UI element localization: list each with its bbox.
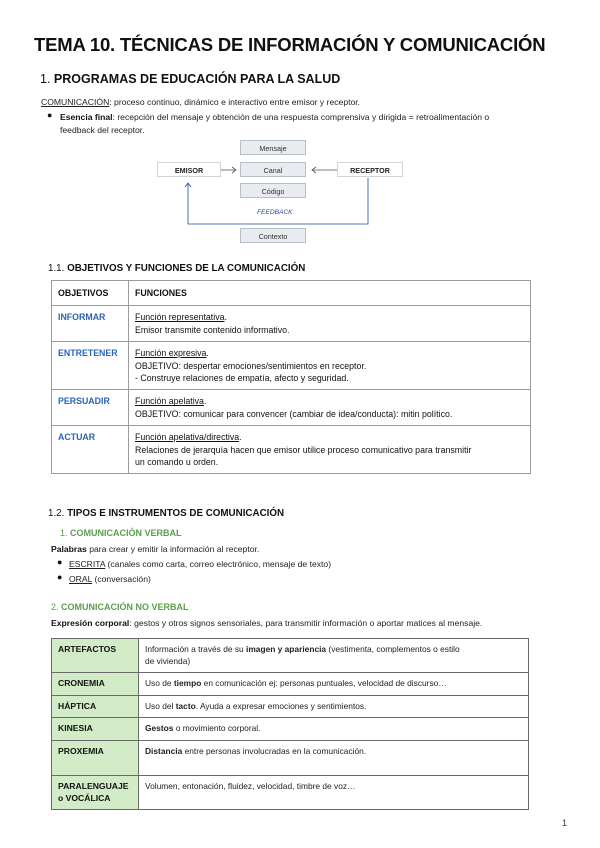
table-row xyxy=(52,718,529,741)
noverbal-label: COMUNICACIÓN NO VERBAL xyxy=(61,602,189,612)
verbal-number: 1. xyxy=(60,528,68,538)
row-description xyxy=(139,740,529,775)
diagram-arrows xyxy=(0,0,600,260)
palabras-term: Palabras xyxy=(51,544,87,554)
verbal-item-oral xyxy=(69,573,151,585)
escrita-term: ESCRITA xyxy=(69,559,106,569)
objetivos-funciones-table xyxy=(51,280,531,474)
header-objetivos: OBJETIVOS xyxy=(52,281,129,306)
section-1-1-label: OBJETIVOS Y FUNCIONES DE LA COMUNICACIÓN xyxy=(67,263,306,274)
desc-bold: tacto xyxy=(175,700,196,711)
table-row xyxy=(52,775,529,809)
row-description xyxy=(139,775,529,809)
objective-cell: INFORMAR xyxy=(52,306,129,342)
desc-bold: imagen y apariencia xyxy=(246,644,327,654)
contexto-box: Contexto xyxy=(240,228,306,243)
desc-text: en comunicación ej: personas puntuales, velocidad de discurso… xyxy=(201,678,447,689)
section-1-1-heading xyxy=(48,263,305,274)
bullet-icon: ● xyxy=(57,557,63,567)
emisor-box: EMISOR xyxy=(157,162,221,177)
table-row xyxy=(52,306,531,342)
desc-bold: Distancia xyxy=(145,745,183,756)
table-row xyxy=(52,426,531,474)
section-1-1-number: 1.1. xyxy=(48,263,65,274)
desc-text: entre personas involucradas en la comunicación. xyxy=(182,745,367,756)
row-description xyxy=(139,718,529,741)
expresion-term: Expresión corporal xyxy=(51,618,130,628)
section-1-label: PROGRAMAS DE EDUCACIÓN PARA LA SALUD xyxy=(53,72,341,86)
function-cell: Función representativa. Emisor transmite contenido informativo. xyxy=(129,306,531,342)
row-description xyxy=(139,639,529,673)
esencia-line-2: feedback del receptor. xyxy=(60,125,145,135)
esencia-term: Esencia final xyxy=(60,112,113,122)
page-number: 1 xyxy=(562,818,568,828)
row-key: PROXEMIA xyxy=(52,740,139,775)
canal-box: Canal xyxy=(240,162,306,177)
function-cell: Función apelativa/directiva. Relaciones de jerarquía hacen que emisor utilice proceso comunicativo para transmitir un comando u orden. xyxy=(129,426,531,474)
row-key: PARALENGUAJE o VOCÁLICA xyxy=(52,775,139,809)
table-row xyxy=(52,740,529,775)
table-row xyxy=(52,695,529,718)
feedback-label: FEEDBACK xyxy=(257,209,293,216)
noverbal-definition xyxy=(51,617,482,629)
row-key: HÁPTICA xyxy=(52,695,139,718)
section-1-2-heading xyxy=(48,508,284,519)
table-row xyxy=(52,639,529,673)
desc-line-2: de vivienda) xyxy=(145,655,191,666)
table-row xyxy=(52,390,531,426)
function-line: Emisor transmite contenido informativo. xyxy=(135,324,290,335)
desc-text: Uso del xyxy=(145,700,176,711)
function-name: Función apelativa xyxy=(135,396,204,407)
section-1-2-label: TIPOS E INSTRUMENTOS DE COMUNICACIÓN xyxy=(67,508,285,519)
noverbal-heading xyxy=(51,602,189,612)
receptor-box: RECEPTOR xyxy=(337,162,403,177)
row-key: ARTEFACTOS xyxy=(52,639,139,673)
desc-bold: tiempo xyxy=(173,678,202,689)
objective-cell: ENTRETENER xyxy=(52,342,129,390)
mensaje-box: Mensaje xyxy=(240,140,306,155)
row-key: KINESIA xyxy=(52,718,139,741)
function-cell: Función apelativa. OBJETIVO: comunicar para convencer (cambiar de idea/conducta): mitin político. xyxy=(129,390,531,426)
function-line: OBJETIVO: comunicar para convencer (cambiar de idea/conducta): mitin político. xyxy=(135,408,453,419)
comunicacion-term: COMUNICACIÓN xyxy=(41,97,110,107)
function-name: Función apelativa/directiva xyxy=(135,432,240,443)
oral-term: ORAL xyxy=(69,574,93,584)
section-1-number: 1. xyxy=(40,72,51,86)
page-title: TEMA 10. TÉCNICAS DE INFORMACIÓN Y COMUNICACIÓN xyxy=(34,34,546,55)
palabras-text: para crear y emitir la información al receptor. xyxy=(86,544,260,554)
oral-text: (conversación) xyxy=(92,574,151,584)
function-cell: Función expresiva. OBJETIVO: despertar emociones/sentimientos en receptor. - Construye relaciones de empatía, afecto y seguridad. xyxy=(129,342,531,390)
comunicacion-text: : proceso continuo, dinámico e interactivo entre emisor y receptor. xyxy=(109,97,361,107)
objective-cell: ACTUAR xyxy=(52,426,129,474)
header-funciones: FUNCIONES xyxy=(129,281,531,306)
table-row xyxy=(52,342,531,390)
section-1-2-number: 1.2. xyxy=(48,508,65,519)
row-key: CRONEMIA xyxy=(52,673,139,696)
verbal-heading xyxy=(60,528,182,538)
desc-text: Información a través de su xyxy=(145,644,247,654)
desc-text: Uso de xyxy=(145,678,174,689)
noverbal-table xyxy=(51,638,529,810)
expresion-text: : gestos y otros signos sensoriales, para transmitir información o aportar matices al mensaje. xyxy=(129,618,483,628)
function-name: Función expresiva xyxy=(135,348,207,359)
desc-text: o movimiento corporal. xyxy=(173,723,261,734)
verbal-label: COMUNICACIÓN VERBAL xyxy=(70,528,182,538)
table-header-row xyxy=(52,281,531,306)
table-row xyxy=(52,673,529,696)
noverbal-number: 2. xyxy=(51,602,59,612)
function-line: un comando u orden. xyxy=(135,457,219,468)
desc-text: (vestimenta, complementos o estilo xyxy=(326,644,460,654)
codigo-box: Código xyxy=(240,183,306,198)
verbal-item-escrita xyxy=(69,558,331,570)
row-description xyxy=(139,673,529,696)
function-line: OBJETIVO: despertar emociones/sentimientos en receptor. xyxy=(135,360,367,371)
desc-text: . Ayuda a expresar emociones y sentimientos. xyxy=(195,700,367,711)
function-line: Relaciones de jerarquía hacen que emisor utilice proceso comunicativo para transmitir xyxy=(135,444,472,455)
function-name: Función representativa xyxy=(135,312,225,323)
verbal-definition xyxy=(51,543,259,555)
function-line: - Construye relaciones de empatía, afecto y seguridad. xyxy=(135,373,349,384)
objective-cell: PERSUADIR xyxy=(52,390,129,426)
escrita-text: (canales como carta, correo electrónico, mensaje de texto) xyxy=(105,559,332,569)
desc-text: Volumen, entonación, fluidez, velocidad, timbre de voz… xyxy=(145,780,356,791)
esencia-text: : recepción del mensaje y obtención de una respuesta comprensiva y dirigida = retroalimentación o xyxy=(112,112,490,122)
row-description xyxy=(139,695,529,718)
desc-bold: Gestos xyxy=(145,723,174,734)
bullet-icon: ● xyxy=(57,572,63,582)
bullet-icon: ● xyxy=(47,110,53,120)
